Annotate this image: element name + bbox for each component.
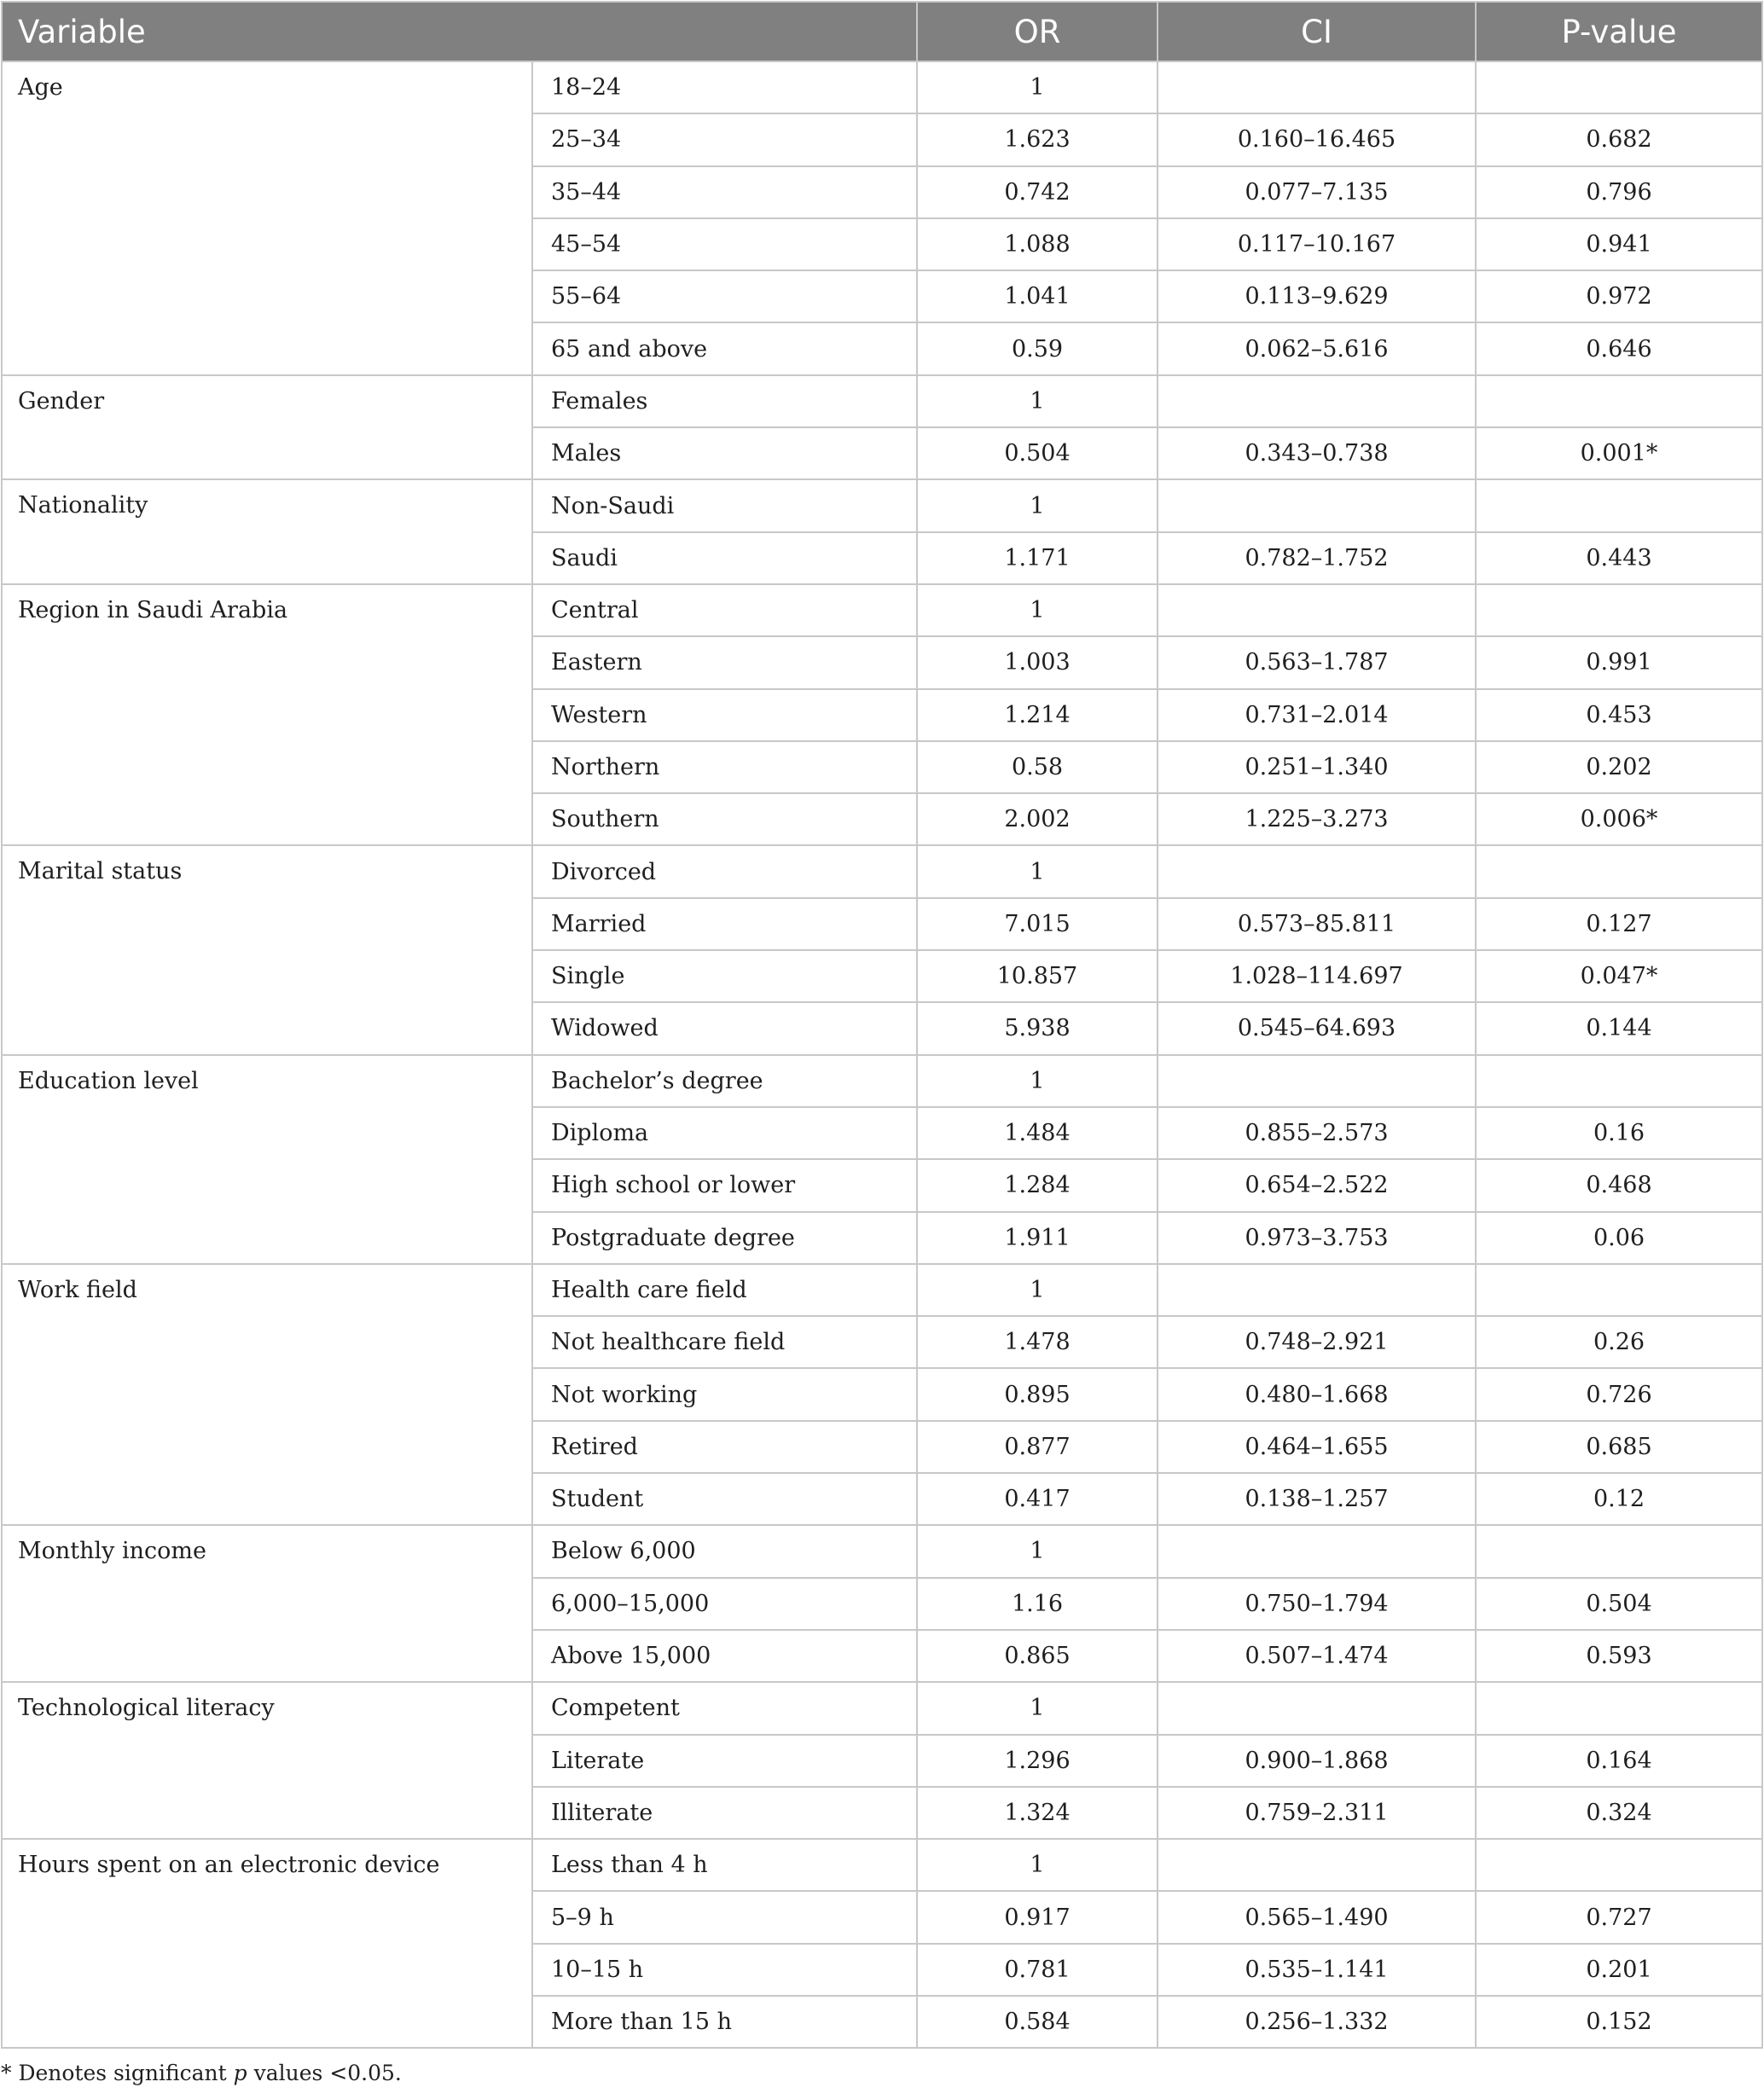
ci-cell: 0.573–85.811	[1158, 898, 1476, 950]
level-cell: Bachelor’s degree	[532, 1055, 917, 1107]
table-row	[2, 61, 1762, 113]
variable-cell: Education level	[2, 1055, 532, 1264]
level-cell: 65 and above	[532, 322, 917, 374]
or-cell: 1.003	[917, 636, 1158, 688]
p-value-cell: 0.06	[1476, 1212, 1762, 1264]
variable-cell: Gender	[2, 375, 532, 480]
p-value-cell: 0.593	[1476, 1630, 1762, 1682]
ci-cell: 1.028–114.697	[1158, 950, 1476, 1002]
or-cell: 1.484	[917, 1107, 1158, 1159]
p-value-cell	[1476, 479, 1762, 531]
or-cell: 2.002	[917, 793, 1158, 845]
p-value-cell: 0.796	[1476, 166, 1762, 218]
ci-cell: 0.464–1.655	[1158, 1421, 1476, 1473]
or-cell: 0.895	[917, 1368, 1158, 1420]
level-cell: Postgraduate degree	[532, 1212, 917, 1264]
or-cell: 1.041	[917, 270, 1158, 322]
table-row	[2, 479, 1762, 531]
level-cell: Males	[532, 427, 917, 479]
ci-cell	[1158, 1839, 1476, 1891]
p-value-cell: 0.453	[1476, 689, 1762, 741]
ci-cell: 0.973–3.753	[1158, 1212, 1476, 1264]
level-cell: 45–54	[532, 218, 917, 270]
or-cell: 1	[917, 1264, 1158, 1316]
variable-cell: Marital status	[2, 845, 532, 1054]
table-row	[2, 1682, 1762, 1734]
level-cell: 5–9 h	[532, 1891, 917, 1943]
ci-cell: 0.480–1.668	[1158, 1368, 1476, 1420]
variable-cell: Work field	[2, 1264, 532, 1525]
p-value-cell: 0.443	[1476, 532, 1762, 584]
ci-cell: 0.117–10.167	[1158, 218, 1476, 270]
or-cell: 0.584	[917, 1996, 1158, 2048]
p-value-cell: 0.646	[1476, 322, 1762, 374]
or-cell: 0.877	[917, 1421, 1158, 1473]
ci-cell: 0.565–1.490	[1158, 1891, 1476, 1943]
p-value-cell: 0.16	[1476, 1107, 1762, 1159]
level-cell: Literate	[532, 1735, 917, 1787]
p-value-cell: 0.144	[1476, 1002, 1762, 1054]
p-value-cell: 0.006*	[1476, 793, 1762, 845]
level-cell: Southern	[532, 793, 917, 845]
variable-cell: Monthly income	[2, 1525, 532, 1682]
table-row	[2, 1839, 1762, 1891]
table-row	[2, 845, 1762, 897]
ci-cell: 0.256–1.332	[1158, 1996, 1476, 2048]
table-header-row	[2, 2, 1762, 61]
level-cell: 25–34	[532, 113, 917, 165]
p-value-cell: 0.468	[1476, 1159, 1762, 1211]
ci-cell: 0.750–1.794	[1158, 1578, 1476, 1630]
or-cell: 1.214	[917, 689, 1158, 741]
ci-cell: 0.563–1.787	[1158, 636, 1476, 688]
or-cell: 1.284	[917, 1159, 1158, 1211]
level-cell: Central	[532, 584, 917, 636]
p-value-cell: 0.26	[1476, 1316, 1762, 1368]
header-variable: Variable	[2, 2, 917, 61]
ci-cell	[1158, 375, 1476, 427]
level-cell: 18–24	[532, 61, 917, 113]
ci-cell: 0.900–1.868	[1158, 1735, 1476, 1787]
p-value-cell	[1476, 1682, 1762, 1734]
level-cell: Competent	[532, 1682, 917, 1734]
variable-cell: Nationality	[2, 479, 532, 584]
table-row	[2, 1525, 1762, 1577]
or-cell: 1	[917, 845, 1158, 897]
p-value-cell: 0.324	[1476, 1787, 1762, 1839]
or-cell: 1	[917, 61, 1158, 113]
variable-cell: Hours spent on an electronic device	[2, 1839, 532, 2048]
p-value-cell: 0.164	[1476, 1735, 1762, 1787]
footnote-suffix: values <0.05.	[247, 2061, 402, 2085]
level-cell: Single	[532, 950, 917, 1002]
p-value-cell	[1476, 375, 1762, 427]
level-cell: Northern	[532, 741, 917, 793]
p-value-cell: 0.972	[1476, 270, 1762, 322]
table-row	[2, 1264, 1762, 1316]
level-cell: 35–44	[532, 166, 917, 218]
or-cell: 1	[917, 1055, 1158, 1107]
ci-cell: 0.782–1.752	[1158, 532, 1476, 584]
level-cell: Above 15,000	[532, 1630, 917, 1682]
p-value-cell: 0.152	[1476, 1996, 1762, 2048]
p-value-cell: 0.682	[1476, 113, 1762, 165]
or-cell: 1.623	[917, 113, 1158, 165]
ci-cell	[1158, 845, 1476, 897]
or-cell: 0.417	[917, 1473, 1158, 1525]
ci-cell: 0.759–2.311	[1158, 1787, 1476, 1839]
p-value-cell: 0.202	[1476, 741, 1762, 793]
ci-cell: 0.535–1.141	[1158, 1944, 1476, 1996]
or-cell: 1	[917, 1682, 1158, 1734]
table-footnote	[1, 2061, 402, 2085]
or-cell: 1	[917, 479, 1158, 531]
ci-cell: 0.077–7.135	[1158, 166, 1476, 218]
or-cell: 1.171	[917, 532, 1158, 584]
level-cell: More than 15 h	[532, 1996, 917, 2048]
ci-cell: 0.855–2.573	[1158, 1107, 1476, 1159]
p-value-cell: 0.001*	[1476, 427, 1762, 479]
variable-cell: Region in Saudi Arabia	[2, 584, 532, 845]
odds-ratio-table	[1, 1, 1763, 2049]
p-value-cell: 0.685	[1476, 1421, 1762, 1473]
ci-cell: 0.545–64.693	[1158, 1002, 1476, 1054]
table-row	[2, 375, 1762, 427]
level-cell: Not healthcare field	[532, 1316, 917, 1368]
or-cell: 1.478	[917, 1316, 1158, 1368]
level-cell: Below 6,000	[532, 1525, 917, 1577]
level-cell: 10–15 h	[532, 1944, 917, 1996]
or-cell: 5.938	[917, 1002, 1158, 1054]
or-cell: 1.911	[917, 1212, 1158, 1264]
level-cell: Diploma	[532, 1107, 917, 1159]
level-cell: Married	[532, 898, 917, 950]
footnote-prefix: * Denotes significant	[1, 2061, 234, 2085]
ci-cell	[1158, 1682, 1476, 1734]
or-cell: 1	[917, 1525, 1158, 1577]
table-row	[2, 584, 1762, 636]
p-value-cell	[1476, 1525, 1762, 1577]
level-cell: Eastern	[532, 636, 917, 688]
ci-cell: 0.062–5.616	[1158, 322, 1476, 374]
level-cell: Illiterate	[532, 1787, 917, 1839]
or-cell: 0.59	[917, 322, 1158, 374]
p-value-cell	[1476, 845, 1762, 897]
level-cell: Student	[532, 1473, 917, 1525]
ci-cell	[1158, 479, 1476, 531]
ci-cell	[1158, 1525, 1476, 1577]
level-cell: Health care field	[532, 1264, 917, 1316]
or-cell: 0.781	[917, 1944, 1158, 1996]
p-value-cell: 0.127	[1476, 898, 1762, 950]
p-value-cell	[1476, 1264, 1762, 1316]
ci-cell: 1.225–3.273	[1158, 793, 1476, 845]
or-cell: 0.917	[917, 1891, 1158, 1943]
p-value-cell: 0.504	[1476, 1578, 1762, 1630]
p-value-cell: 0.726	[1476, 1368, 1762, 1420]
p-value-cell: 0.991	[1476, 636, 1762, 688]
level-cell: Widowed	[532, 1002, 917, 1054]
p-value-cell: 0.12	[1476, 1473, 1762, 1525]
table-body	[2, 61, 1762, 2048]
ci-cell: 0.507–1.474	[1158, 1630, 1476, 1682]
or-cell: 1.324	[917, 1787, 1158, 1839]
p-value-cell	[1476, 584, 1762, 636]
or-cell: 0.504	[917, 427, 1158, 479]
level-cell: Non-Saudi	[532, 479, 917, 531]
level-cell: High school or lower	[532, 1159, 917, 1211]
ci-cell: 0.138–1.257	[1158, 1473, 1476, 1525]
ci-cell: 0.343–0.738	[1158, 427, 1476, 479]
level-cell: Not working	[532, 1368, 917, 1420]
p-value-cell	[1476, 61, 1762, 113]
level-cell: Retired	[532, 1421, 917, 1473]
level-cell: Females	[532, 375, 917, 427]
ci-cell: 0.160–16.465	[1158, 113, 1476, 165]
or-cell: 1	[917, 1839, 1158, 1891]
level-cell: 55–64	[532, 270, 917, 322]
or-cell: 1	[917, 584, 1158, 636]
header-ci: CI	[1158, 2, 1476, 61]
p-value-cell: 0.941	[1476, 218, 1762, 270]
ci-cell: 0.113–9.629	[1158, 270, 1476, 322]
level-cell: Divorced	[532, 845, 917, 897]
level-cell: Less than 4 h	[532, 1839, 917, 1891]
ci-cell	[1158, 1264, 1476, 1316]
or-cell: 10.857	[917, 950, 1158, 1002]
level-cell: 6,000–15,000	[532, 1578, 917, 1630]
or-cell: 1	[917, 375, 1158, 427]
ci-cell: 0.654–2.522	[1158, 1159, 1476, 1211]
or-cell: 0.742	[917, 166, 1158, 218]
ci-cell	[1158, 584, 1476, 636]
header-p-value: P-value	[1476, 2, 1762, 61]
ci-cell: 0.748–2.921	[1158, 1316, 1476, 1368]
header-or: OR	[917, 2, 1158, 61]
ci-cell: 0.731–2.014	[1158, 689, 1476, 741]
ci-cell: 0.251–1.340	[1158, 741, 1476, 793]
footnote-italic: p	[233, 2061, 247, 2085]
or-cell: 1.16	[917, 1578, 1158, 1630]
p-value-cell: 0.047*	[1476, 950, 1762, 1002]
variable-cell: Technological literacy	[2, 1682, 532, 1839]
p-value-cell	[1476, 1055, 1762, 1107]
p-value-cell	[1476, 1839, 1762, 1891]
or-cell: 7.015	[917, 898, 1158, 950]
table-row	[2, 1055, 1762, 1107]
p-value-cell: 0.201	[1476, 1944, 1762, 1996]
ci-cell	[1158, 1055, 1476, 1107]
or-cell: 0.58	[917, 741, 1158, 793]
variable-cell: Age	[2, 61, 532, 375]
or-cell: 1.088	[917, 218, 1158, 270]
ci-cell	[1158, 61, 1476, 113]
or-cell: 0.865	[917, 1630, 1158, 1682]
level-cell: Saudi	[532, 532, 917, 584]
level-cell: Western	[532, 689, 917, 741]
or-cell: 1.296	[917, 1735, 1158, 1787]
p-value-cell: 0.727	[1476, 1891, 1762, 1943]
